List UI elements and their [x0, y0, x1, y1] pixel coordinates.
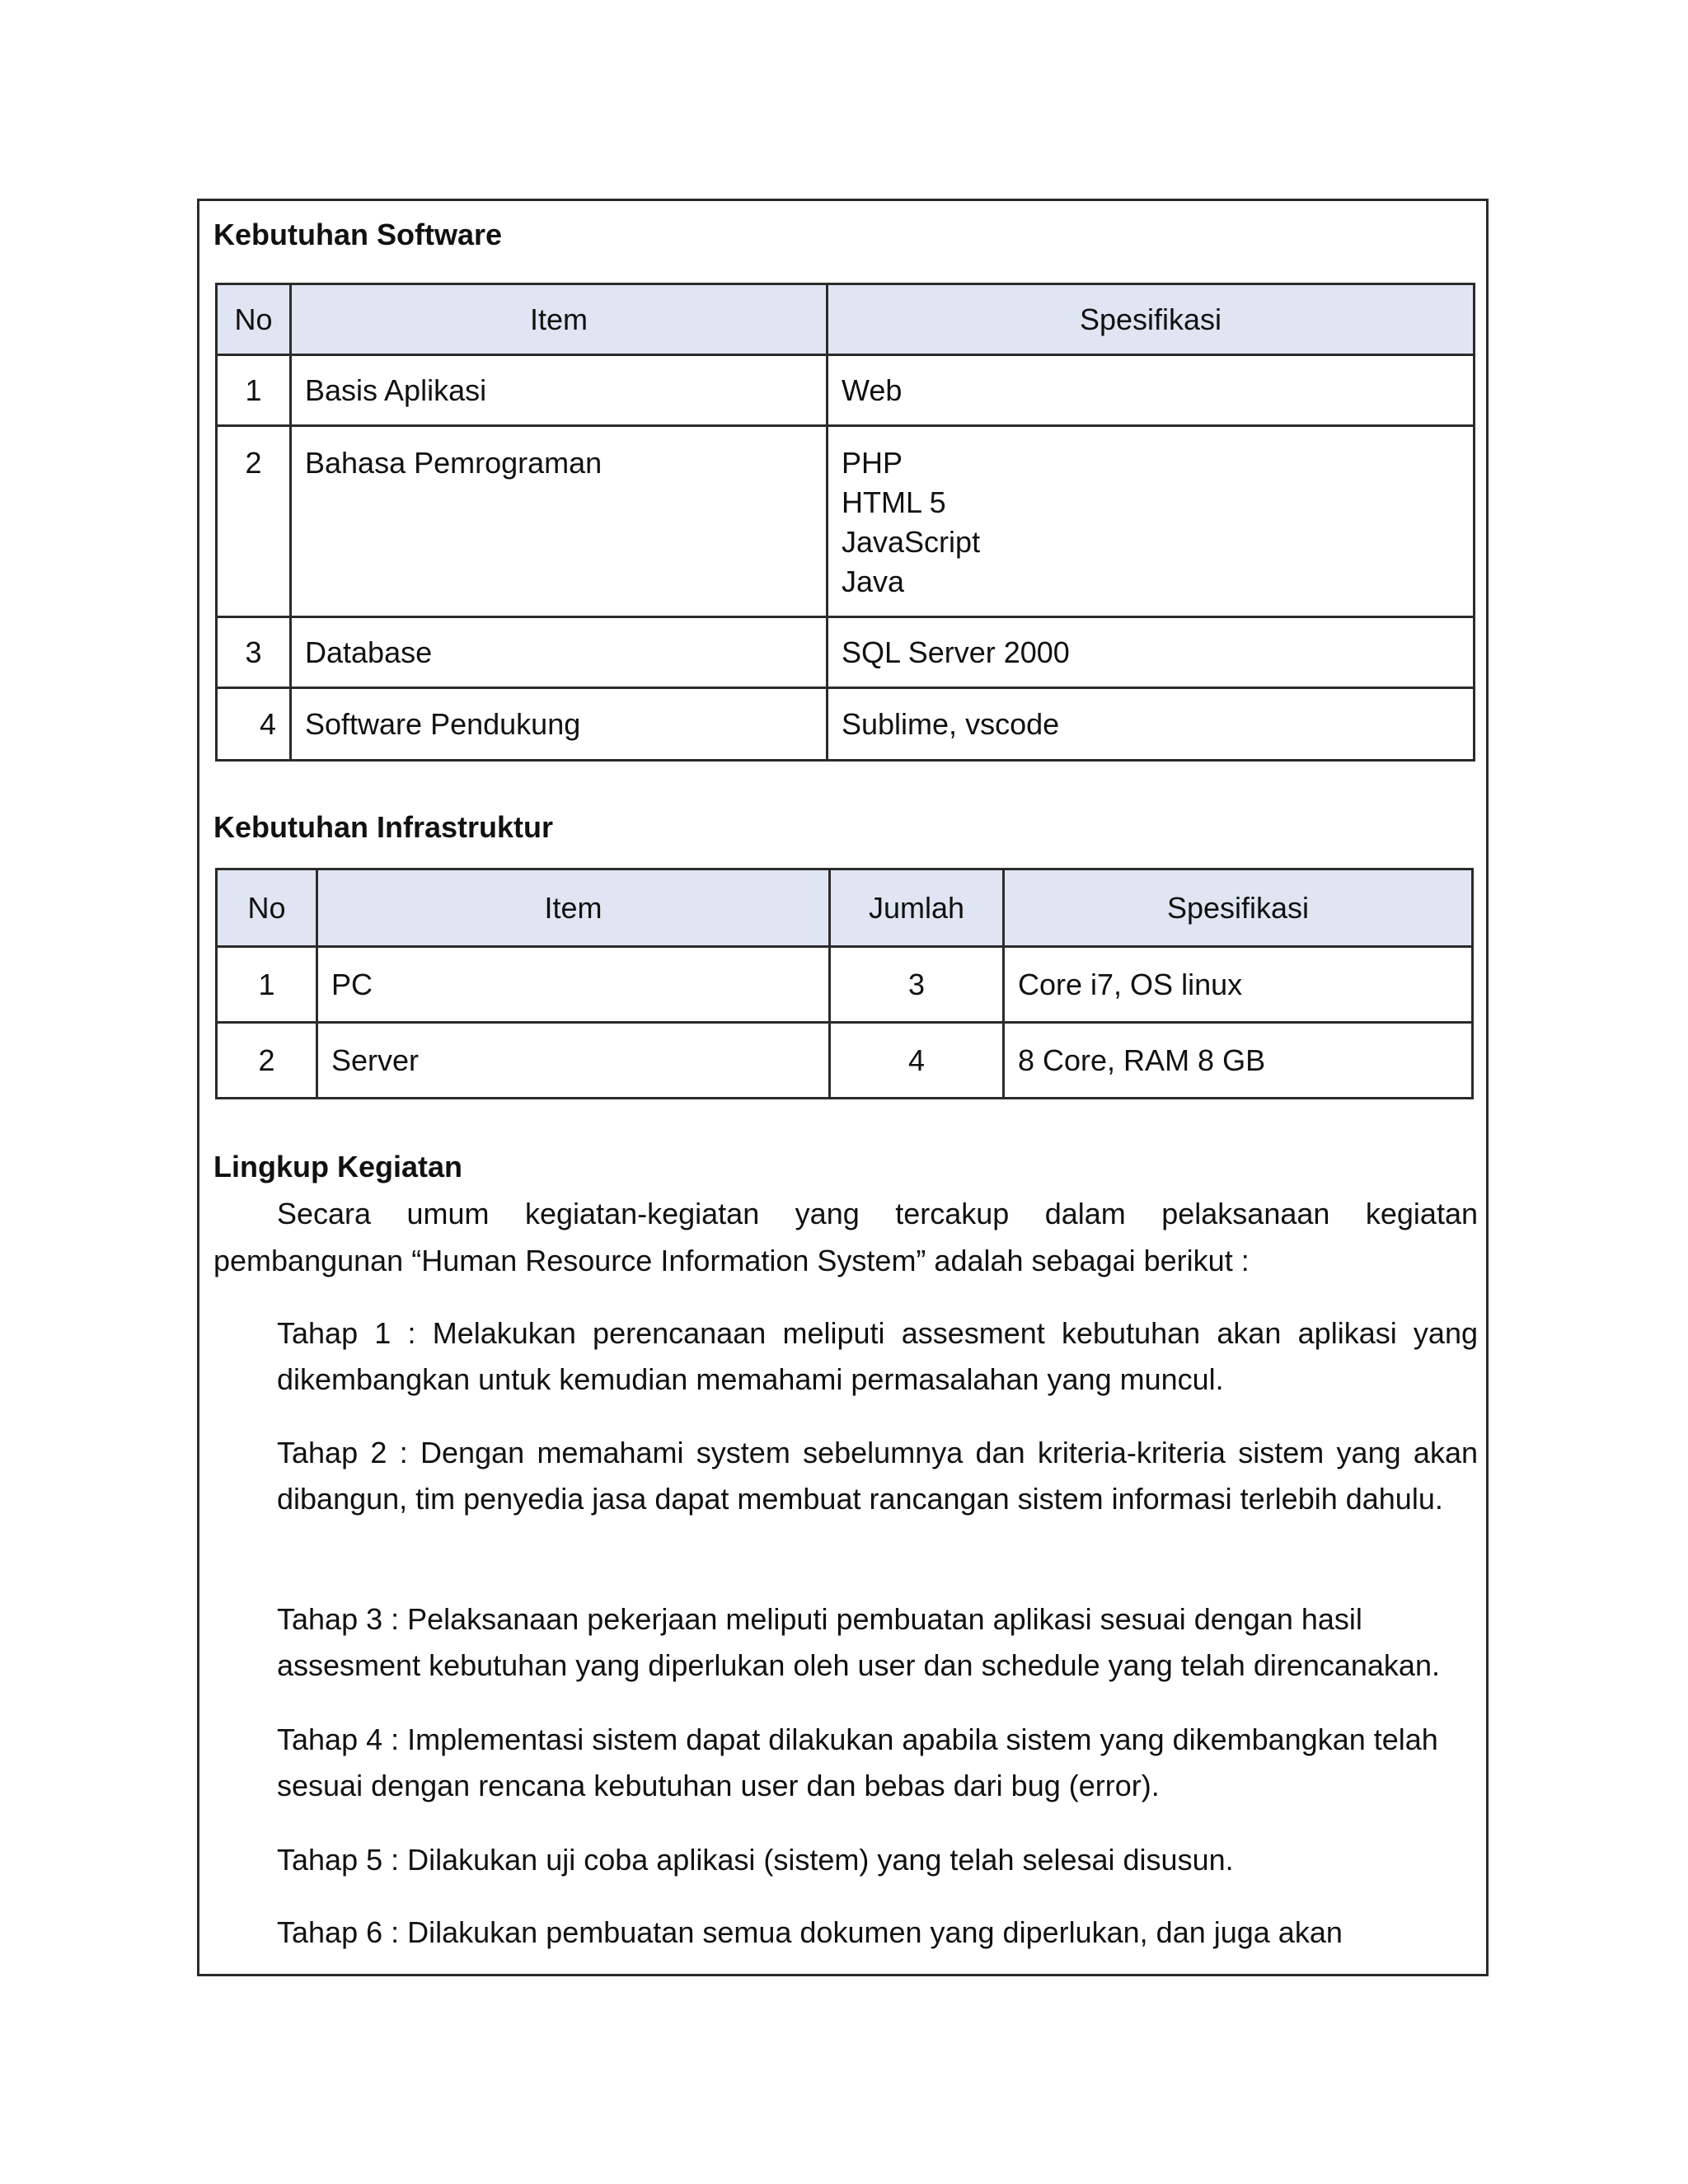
- header-cell-item: Item: [317, 869, 830, 947]
- infra-table: [215, 868, 1474, 1099]
- cell-no: 3: [217, 617, 291, 688]
- spec-line: HTML 5: [842, 485, 946, 519]
- cell-item: Server: [317, 1023, 830, 1099]
- header-cell-no: No: [217, 869, 317, 947]
- cell-spec: Sublime, vscode: [828, 688, 1475, 761]
- cell-qty: 3: [830, 947, 1004, 1023]
- cell-spec: [828, 426, 1475, 617]
- cell-item: Software Pendukung: [291, 688, 828, 761]
- table-row: [217, 426, 1475, 617]
- scope-intro-line-1: Secara umum kegiatan-kegiatan yang tercakup dalam pelaksanaan kegiatan: [277, 1197, 1478, 1230]
- table-row: [217, 355, 1475, 426]
- header-cell-spec: Spesifikasi: [828, 284, 1475, 355]
- header-cell-spec: Spesifikasi: [1004, 869, 1473, 947]
- table-header-row: [217, 284, 1475, 355]
- table-row: [217, 947, 1473, 1023]
- cell-item: PC: [317, 947, 830, 1023]
- spec-line: JavaScript: [842, 525, 981, 559]
- software-table: [215, 283, 1475, 762]
- step-paragraph: Tahap 1 : Melakukan perencanaan meliputi assesment kebutuhan akan aplikasi yang dikembangkan untuk kemudian memahami permasalahan yang muncul.: [277, 1316, 1478, 1396]
- table-row: [217, 617, 1475, 688]
- header-cell-qty: Jumlah: [830, 869, 1004, 947]
- spec-line: PHP: [842, 446, 903, 480]
- cell-spec: Web: [828, 355, 1475, 426]
- table-row: [217, 688, 1475, 761]
- scope-section-title: Lingkup Kegiatan: [213, 1150, 463, 1183]
- spec-line: Java: [842, 565, 905, 598]
- infra-section-title: Kebutuhan Infrastruktur: [213, 810, 554, 844]
- scope-intro-line-2: pembangunan “Human Resource Information System” adalah sebagai berikut :: [213, 1244, 1250, 1277]
- cell-no: 1: [217, 947, 317, 1023]
- step-paragraph: Tahap 6 : Dilakukan pembuatan semua dokumen yang diperlukan, dan juga akan: [277, 1915, 1343, 1949]
- table-header-row: [217, 869, 1473, 947]
- cell-no: 1: [217, 355, 291, 426]
- cell-qty: 4: [830, 1023, 1004, 1099]
- cell-no: 2: [217, 426, 291, 617]
- cell-no: 2: [217, 1023, 317, 1099]
- cell-item: Database: [291, 617, 828, 688]
- table-row: [217, 1023, 1473, 1099]
- header-cell-no: No: [217, 284, 291, 355]
- header-cell-item: Item: [291, 284, 828, 355]
- software-section-title: Kebutuhan Software: [213, 218, 503, 251]
- step-paragraph: Tahap 4 : Implementasi sistem dapat dilakukan apabila sistem yang dikembangkan telah sesuai dengan rencana kebutuhan user dan bebas dari bug (error).: [277, 1722, 1438, 1802]
- cell-no: 4: [217, 688, 291, 761]
- cell-item: Bahasa Pemrograman: [291, 426, 828, 617]
- cell-spec: 8 Core, RAM 8 GB: [1004, 1023, 1473, 1099]
- step-paragraph: Tahap 3 : Pelaksanaan pekerjaan meliputi pembuatan aplikasi sesuai dengan hasil assesment kebutuhan yang diperlukan oleh user dan schedule yang telah direncanakan.: [277, 1602, 1440, 1682]
- step-paragraph: Tahap 2 : Dengan memahami system sebelumnya dan kriteria-kriteria sistem yang akan dibangun, tim penyedia jasa dapat membuat rancangan sistem informasi terlebih dahulu.: [277, 1436, 1478, 1516]
- cell-item: Basis Aplikasi: [291, 355, 828, 426]
- cell-spec: Core i7, OS linux: [1004, 947, 1473, 1023]
- cell-spec: SQL Server 2000: [828, 617, 1475, 688]
- step-paragraph: Tahap 5 : Dilakukan uji coba aplikasi (sistem) yang telah selesai disusun.: [277, 1843, 1234, 1877]
